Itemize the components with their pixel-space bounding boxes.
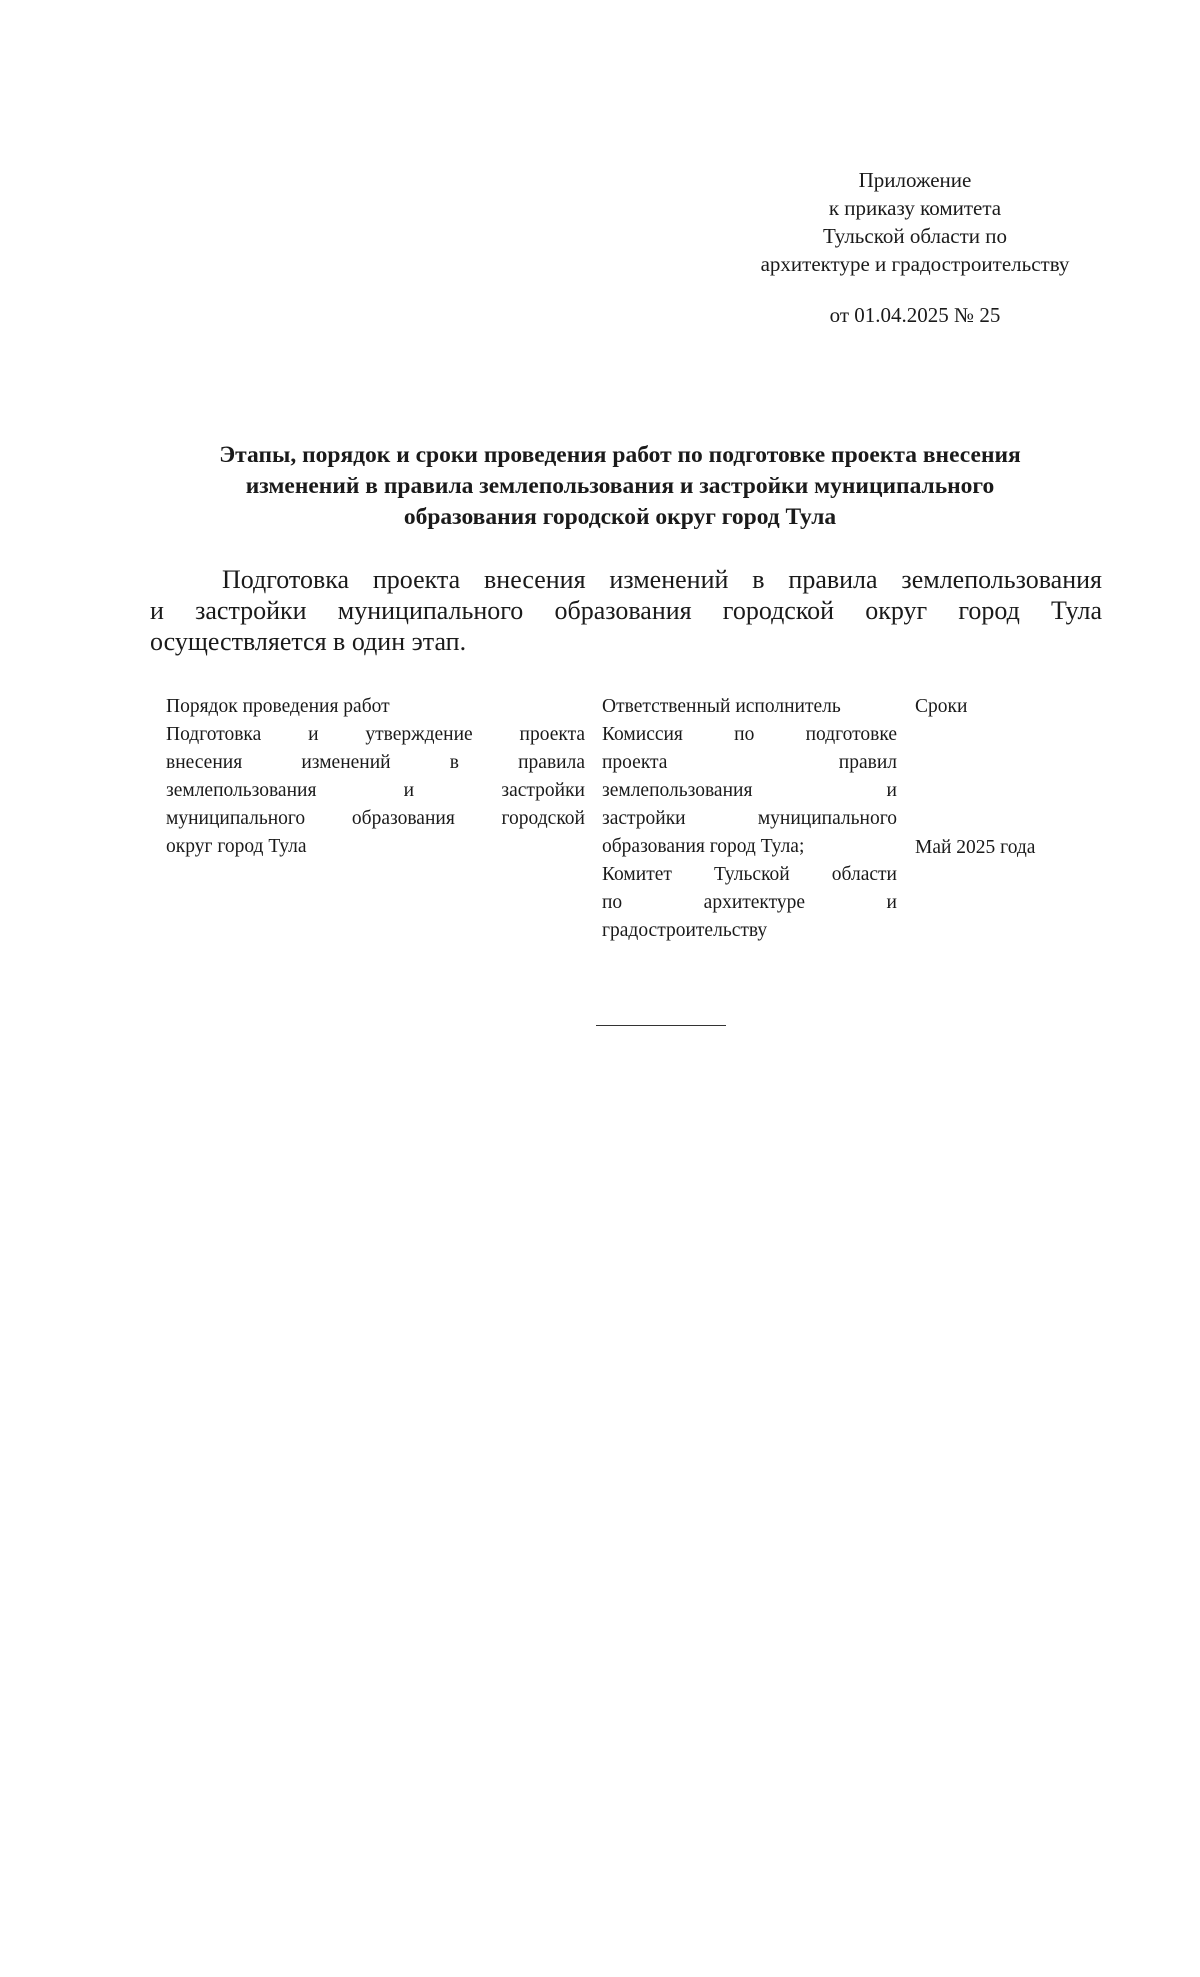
work-line: Подготовка и утверждение проекта (166, 724, 585, 745)
appendix-line: к приказу комитета (828, 196, 1002, 220)
appendix-block (730, 166, 1100, 329)
executor-line: Комитет Тульской области (602, 864, 897, 885)
table-row (166, 721, 1096, 941)
work-line: округ город Тула (166, 836, 307, 857)
end-separator-line (596, 1025, 726, 1026)
executor-line: проекта правил (602, 752, 897, 773)
executor-line: землепользования и (602, 780, 897, 801)
intro-line: и застройки муниципального образования городской округ город Тула (150, 596, 1102, 625)
appendix-line: архитектуре и градостроительству (760, 252, 1070, 276)
document-title (130, 440, 1110, 533)
executor-line: Комиссия по подготовке (602, 724, 897, 745)
executor-line: по архитектуре и (602, 892, 897, 913)
appendix-line: Тульской области по (822, 224, 1008, 248)
schedule-table (166, 693, 1096, 941)
executor-cell (602, 721, 897, 945)
term-cell: Май 2025 года (915, 837, 1036, 858)
order-date: от 01.04.2025 № 25 (829, 303, 1001, 327)
title-line: изменений в правила землепользования и застройки муниципального (245, 473, 995, 499)
intro-line: Подготовка проекта внесения изменений в правила землепользования (222, 565, 1102, 594)
intro-line: осуществляется в один этап. (150, 627, 467, 656)
header-executor: Ответственный исполнитель (602, 696, 841, 717)
work-line: внесения изменений в правила (166, 752, 585, 773)
executor-line: образования город Тула; (602, 836, 805, 857)
work-description-cell (166, 721, 585, 861)
work-line: землепользования и застройки (166, 780, 585, 801)
intro-paragraph (150, 564, 1102, 657)
header-term: Сроки (915, 696, 968, 717)
appendix-line: Приложение (858, 168, 972, 192)
work-line: муниципального образования городской (166, 808, 585, 829)
table-header-row (166, 693, 1096, 721)
header-work-order: Порядок проведения работ (166, 696, 390, 717)
executor-line: градостроительству (602, 920, 768, 941)
executor-line: застройки муниципального (602, 808, 897, 829)
title-line: Этапы, порядок и сроки проведения работ по подготовке проекта внесения (219, 442, 1021, 468)
title-line: образования городской округ город Тула (403, 504, 837, 530)
